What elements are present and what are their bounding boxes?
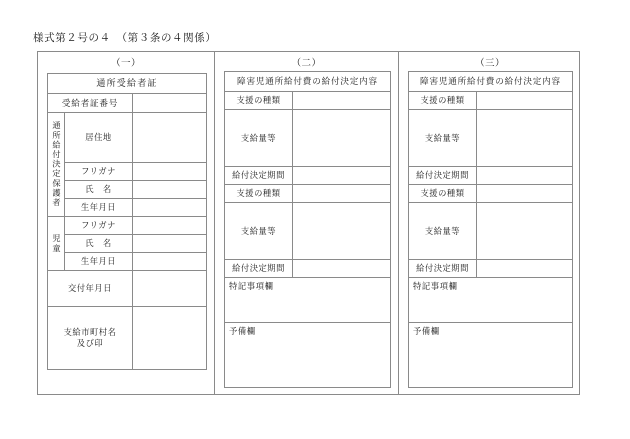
form-number-heading: 様式第２号の４ （第３条の４関係） [33, 33, 217, 44]
table-row [409, 72, 573, 92]
table-row [48, 271, 207, 307]
decision-period-value-2[interactable] [477, 260, 573, 278]
table-row [225, 110, 391, 167]
table-row [48, 253, 207, 271]
table-row [48, 181, 207, 199]
table-row [48, 113, 207, 163]
decision-period-value-1[interactable] [293, 167, 391, 185]
panel-three-caption: （三） [475, 59, 505, 69]
service-type-value-2[interactable] [477, 185, 573, 203]
certificate-number-label: 受給者証番号 [48, 94, 133, 113]
table-row [48, 235, 207, 253]
service-type-label-1: 支援の種類 [225, 92, 293, 110]
child-furigana-label: フリガナ [65, 217, 133, 235]
table-row [225, 185, 391, 203]
table-row [409, 185, 573, 203]
issue-date-value[interactable] [133, 271, 207, 307]
benefit-title-two: 障害児通所給付費の給付決定内容 [225, 72, 391, 92]
service-amount-value-2[interactable] [477, 203, 573, 260]
service-amount-value-2[interactable] [293, 203, 391, 260]
table-row [409, 110, 573, 167]
guardian-furigana-value[interactable] [133, 163, 207, 181]
table-row [48, 94, 207, 113]
benefit-table-three [408, 71, 573, 388]
service-amount-label-2: 支給量等 [409, 203, 477, 260]
form-outer-frame [37, 51, 580, 395]
child-birthdate-value[interactable] [133, 253, 207, 271]
guardian-group-label: 通所給付決定保護者 [48, 113, 65, 217]
panel-column-one [38, 52, 215, 394]
guardian-furigana-label: フリガナ [65, 163, 133, 181]
decision-period-label-1: 給付決定期間 [409, 167, 477, 185]
certificate-title: 通所受給者証 [48, 74, 207, 94]
table-row [225, 323, 391, 388]
spare-label-two: 予備欄 [229, 327, 256, 336]
remarks-label-two: 特記事項欄 [229, 282, 274, 291]
table-row [409, 278, 573, 323]
certificate-table-one [47, 73, 207, 370]
guardian-birthdate-label: 生年月日 [65, 199, 133, 217]
service-amount-value-1[interactable] [477, 110, 573, 167]
child-birthdate-label: 生年月日 [65, 253, 133, 271]
service-amount-value-1[interactable] [293, 110, 391, 167]
guardian-name-value[interactable] [133, 181, 207, 199]
guardian-address-label: 居住地 [65, 113, 133, 163]
service-amount-label-1: 支給量等 [225, 110, 293, 167]
panel-column-two [215, 52, 399, 394]
panel-two-caption: （二） [291, 59, 322, 69]
service-amount-label-2: 支給量等 [225, 203, 293, 260]
child-name-value[interactable] [133, 235, 207, 253]
service-type-value-1[interactable] [293, 92, 391, 110]
child-name-label: 氏 名 [65, 235, 133, 253]
municipality-label-line2: 及び印 [76, 339, 104, 348]
decision-period-label-2: 給付決定期間 [409, 260, 477, 278]
municipality-label-line1: 支給市町村名 [63, 327, 117, 337]
municipality-value[interactable] [133, 307, 207, 370]
table-row [48, 199, 207, 217]
service-type-label-1: 支援の種類 [409, 92, 477, 110]
table-row [48, 217, 207, 235]
service-type-label-2: 支援の種類 [225, 185, 293, 203]
table-row [225, 260, 391, 278]
table-row [409, 203, 573, 260]
decision-period-value-1[interactable] [477, 167, 573, 185]
service-amount-label-1: 支給量等 [409, 110, 477, 167]
decision-period-value-2[interactable] [293, 260, 391, 278]
decision-period-label-2: 給付決定期間 [225, 260, 293, 278]
child-group-label: 児童 [48, 217, 65, 271]
service-type-value-1[interactable] [477, 92, 573, 110]
spare-field-two[interactable] [225, 323, 391, 388]
table-row [409, 260, 573, 278]
child-furigana-value[interactable] [133, 217, 207, 235]
guardian-birthdate-value[interactable] [133, 199, 207, 217]
remarks-field-two[interactable] [225, 278, 391, 323]
service-type-label-2: 支援の種類 [409, 185, 477, 203]
certificate-number-value[interactable] [133, 94, 207, 113]
table-row [48, 307, 207, 370]
table-row [409, 92, 573, 110]
spare-field-three[interactable] [409, 323, 573, 388]
spare-label-three: 予備欄 [413, 327, 440, 336]
issue-date-label: 交付年月日 [48, 271, 133, 307]
benefit-table-two [224, 71, 391, 388]
remarks-label-three: 特記事項欄 [413, 282, 458, 291]
table-row [409, 167, 573, 185]
table-row [48, 163, 207, 181]
guardian-name-label: 氏 名 [65, 181, 133, 199]
municipality-label [48, 307, 133, 370]
table-row [225, 92, 391, 110]
table-row [225, 203, 391, 260]
panel-column-three [399, 52, 581, 394]
panel-one-caption: （一） [111, 59, 141, 69]
service-type-value-2[interactable] [293, 185, 391, 203]
benefit-title-three: 障害児通所給付費の給付決定内容 [409, 72, 573, 92]
remarks-field-three[interactable] [409, 278, 573, 323]
decision-period-label-1: 給付決定期間 [225, 167, 293, 185]
guardian-address-value[interactable] [133, 113, 207, 163]
table-row [225, 278, 391, 323]
table-row [225, 167, 391, 185]
table-row [48, 74, 207, 94]
table-row [409, 323, 573, 388]
table-row [225, 72, 391, 92]
